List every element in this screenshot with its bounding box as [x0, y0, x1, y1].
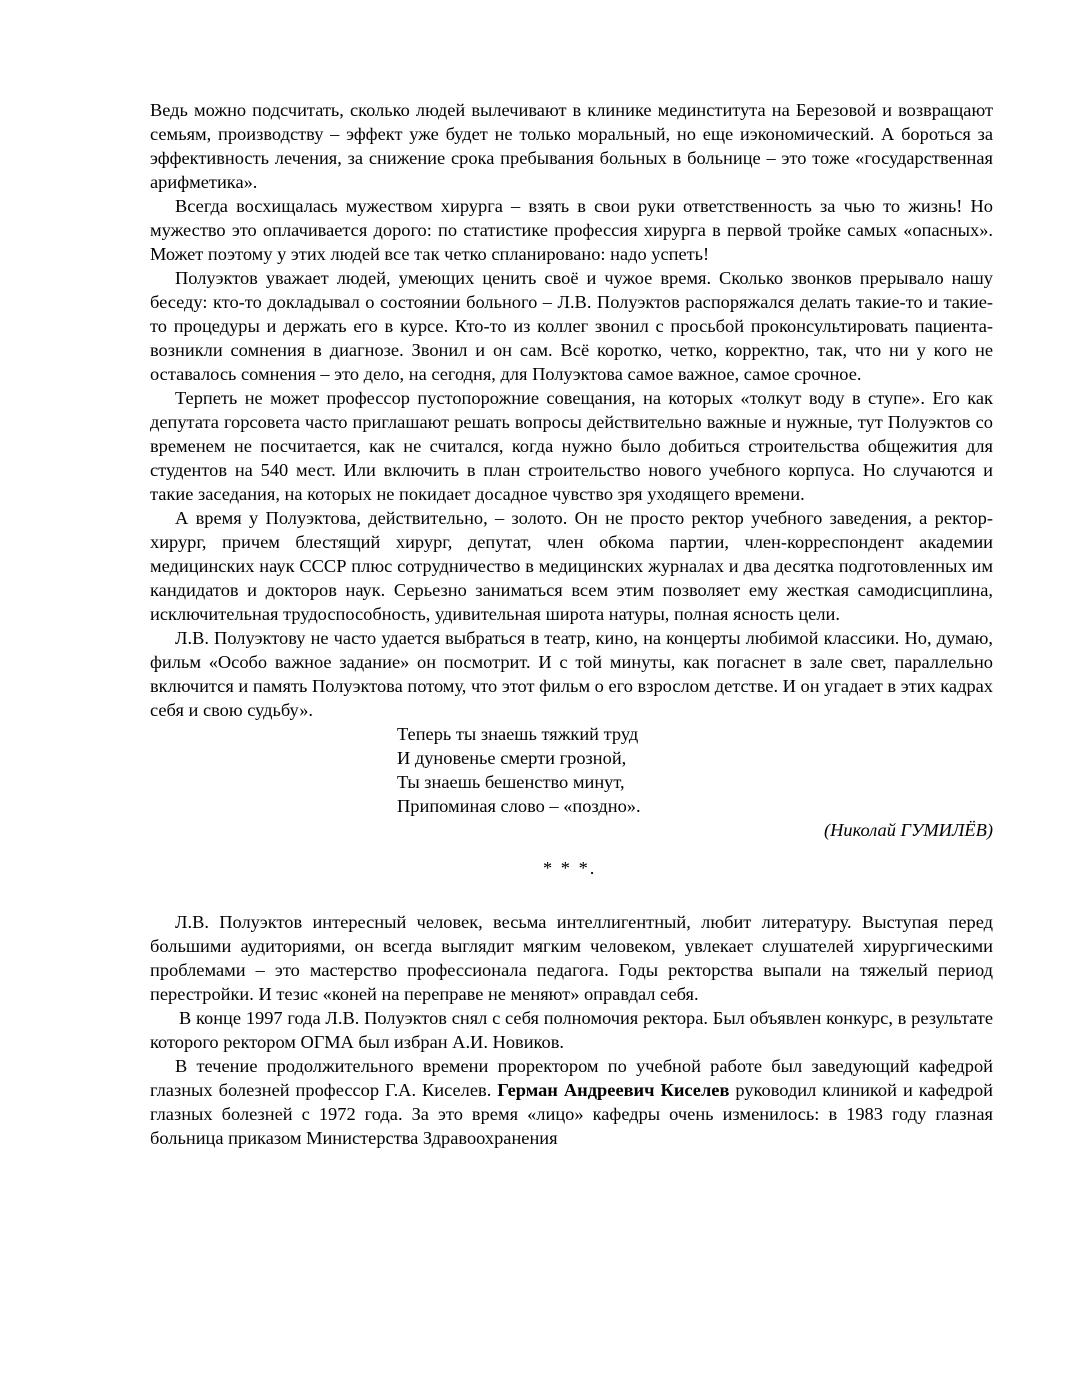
paragraph-intelligent-person: Л.В. Полуэктов интересный человек, весьма интеллигентный, любит литературу. Выступая перед большими аудиториями, он всегда выглядит мягким человеком, увлекает слушателей хирургическими проблемами – это мастерство профессионала педагога. Годы ректорства выпали на тяжелый период перестройки. И тезис «коней на переправе не меняют» оправдал себя.	[150, 912, 993, 1004]
paragraph-surgeon-courage: Всегда восхищалась мужеством хирурга – взять в свои руки ответственность за чью то жизнь! Но мужество это оплачивается дорого: по статистике профессия хирурга в первой тройке самых «опасных». Может поэтому у этих людей все так четко спланировано: надо успеть!	[150, 196, 993, 264]
paragraph-kiselev	[150, 1054, 993, 1150]
paragraph-resignation: В конце 1997 года Л.В. Полуэктов снял с себя полномочия ректора. Был объявлен конкурс, в результате которого ректором ОГМА был избран А.И. Новиков.	[150, 1008, 993, 1052]
kiselev-name-bold: Герман Андреевич Киселев	[497, 1080, 730, 1100]
document-page	[150, 98, 993, 1150]
paragraph-meetings: Терпеть не может профессор пустопорожние совещания, на которых «толкут воду в ступе». Его как депутата горсовета часто приглашают решать вопросы действительно важные и нужные, тут Полуэктов со временем не посчитается, как не считался, когда нужно было добиться строительства общежития для студентов на 540 мест. Или включить в план строительство нового учебного корпуса. Но случаются и такие заседания, на которых не покидает досадное чувство зря уходящего времени.	[150, 388, 993, 504]
paragraph-time-value: Полуэктов уважает людей, умеющих ценить своё и чужое время. Сколько звонков прерывало нашу беседу: кто-то докладывал о состоянии больного – Л.В. Полуэктов распоряжался делать такие-то и такие-то процедуры и держать его в курсе. Кто-то из коллег звонил с просьбой проконсультировать пациента- возникли сомнения в диагнозе. Звонил и он сам. Всё коротко, четко, корректно, так, что ни у кого не оставалось сомнения – это дело, на сегодня, для Полуэктова самое важное, самое срочное.	[150, 268, 993, 384]
poem-line: Теперь ты знаешь тяжкий труд	[397, 724, 639, 744]
poem-line: Припоминая слово – «поздно».	[397, 796, 641, 816]
paragraph-kiselev-end: руководил клиникой и кафедрой глазных болезней с 1972 года. За это время «лицо» кафедры очень изменилось: в 1983 году глазная больница приказом Министерства Здравоохранения	[150, 1080, 994, 1148]
poem-line: Ты знаешь бешенство минут,	[397, 772, 625, 792]
paragraph-film: Л.В. Полуэктову не часто удается выбраться в театр, кино, на концерты любимой классики. Но, думаю, фильм «Особо важное задание» он посмотрит. И с той минуты, как погаснет в зале свет, параллельно включится и память Полуэктова потому, что этот фильм о его взрослом детстве. И он угадает в этих кадрах себя и свою судьбу».	[150, 628, 993, 720]
poem-attribution: (Николай ГУМИЛЁВ)	[824, 820, 993, 840]
section-separator: * * *.	[543, 858, 597, 878]
paragraph-kiselev-start: В течение продолжительного времени проректором по учебной работе был заведующий кафедрой глазных болезней профессор Г.А. Киселев.	[150, 1056, 993, 1100]
section-gap	[150, 880, 993, 910]
poem-line: И дуновенье смерти грозной,	[397, 748, 627, 768]
paragraph-economics: Ведь можно подсчитать, сколько людей вылечивают в клинике мединститута на Березовой и возвращают семьям, производству – эффект уже будет не только моральный, но еще иэкономический. А бороться за эффективность лечения, за снижение срока пребывания больных в больнице – это тоже «государственная арифметика».	[150, 100, 993, 192]
poem-quote	[397, 722, 993, 818]
paragraph-rector-surgeon: А время у Полуэктова, действительно, – золото. Он не просто ректор учебного заведения, а ректор-хирург, причем блестящий хирург, депутат, член обкома партии, член-корреспондент академии медицинских наук СССР плюс сотрудничество в медицинских журналах и два десятка подготовленных им кандидатов и докторов наук. Серьезно заниматься всем этим позволяет ему жесткая самодисциплина, исключительная трудоспособность, удивительная широта натуры, полная ясность цели.	[150, 508, 993, 624]
